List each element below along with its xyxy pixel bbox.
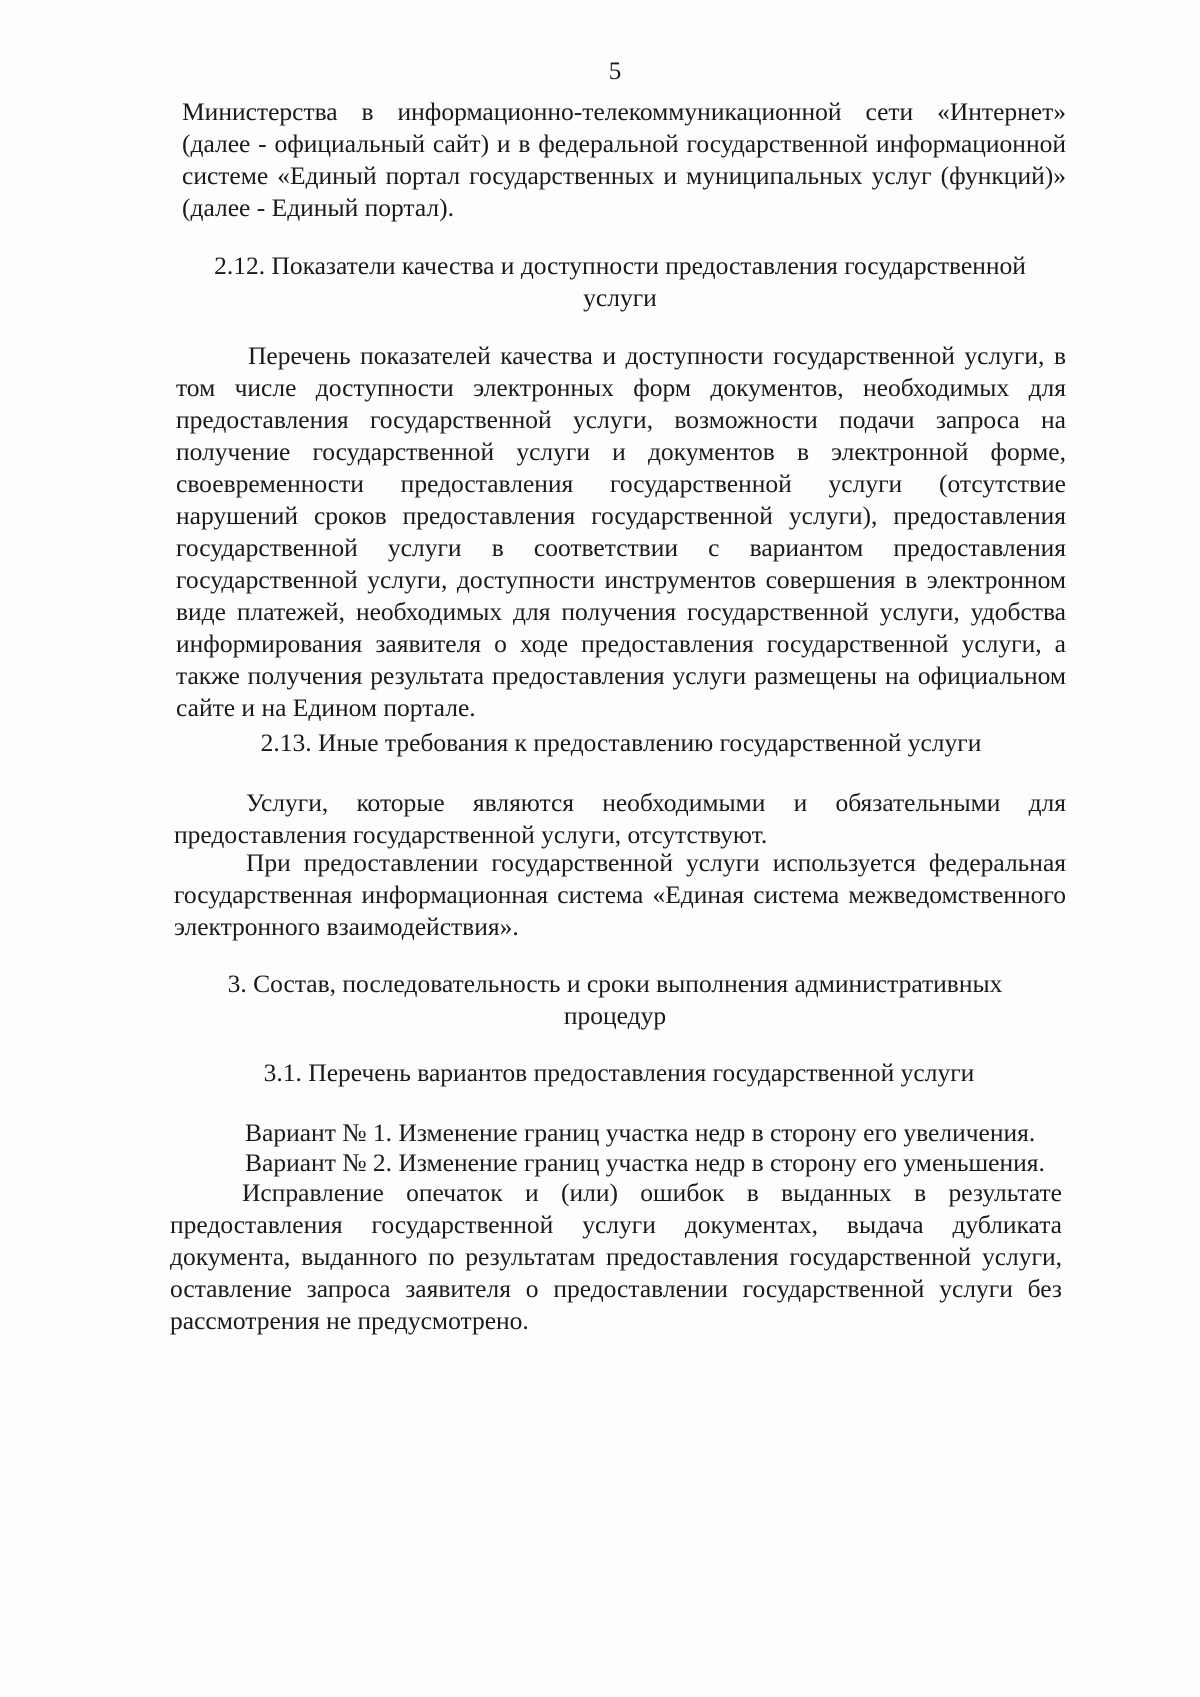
- variant-2: Вариант № 2. Изменение границ участка недр в сторону его уменьшения.: [245, 1148, 1045, 1177]
- section-2-13-heading: 2.13. Иные требования к предоставлению государственной услуги: [260, 728, 982, 757]
- section-2-13-paragraph-1: Услуги, которые являются необходимыми и обязательными для предоставления государственной услуги, отсутствуют.: [174, 788, 1066, 849]
- section-3-1-heading: 3.1. Перечень вариантов предоставления государственной услуги: [263, 1058, 975, 1087]
- variant-1: Вариант № 1. Изменение границ участка недр в сторону его увеличения.: [245, 1118, 1036, 1147]
- section-2-12-paragraph: Перечень показателей качества и доступности государственной услуги, в том числе доступности электронных форм документов, необходимых для предоставления государственной услуги, возможности подачи запроса на получение государственной услуги и документов в электронной форме, своевременности предоставления государственной услуги (отсутствие нарушений сроков предоставления государственной услуги), предоставления государственной услуги в соответствии с вариантом предоставления государственной услуги, доступности инструментов совершения в электронном виде платежей, необходимых для получения государственной услуги, удобства информирования заявителя о ходе предоставления государственной услуги, а также получения результата предоставления услуги размещены на официальном сайте и на Едином портале.: [176, 341, 1066, 722]
- section-2-12-heading: 2.12. Показатели качества и доступности предоставления государственной услуги: [214, 251, 1026, 312]
- intro-paragraph: Министерства в информационно-телекоммуникационной сети «Интернет» (далее - официальный сайт) и в федеральной государственной информационной системе «Единый портал государственных и муниципальных услуг (функций)» (далее - Единый портал).: [182, 97, 1066, 222]
- section-3-1-paragraph: Исправление опечаток и (или) ошибок в выданных в результате предоставления государственной услуги документах, выдача дубликата документа, выданного по результатам предоставления государственной услуги, оставление запроса заявителя о предоставлении государственной услуги без рассмотрения не предусмотрено.: [170, 1178, 1062, 1335]
- section-3-heading: 3. Состав, последовательность и сроки выполнения административных процедур: [227, 969, 1003, 1030]
- page-number: 5: [608, 58, 622, 85]
- section-2-13-paragraph-2: При предоставлении государственной услуги используется федеральная государственная информационная система «Единая система межведомственного электронного взаимодействия».: [174, 848, 1066, 941]
